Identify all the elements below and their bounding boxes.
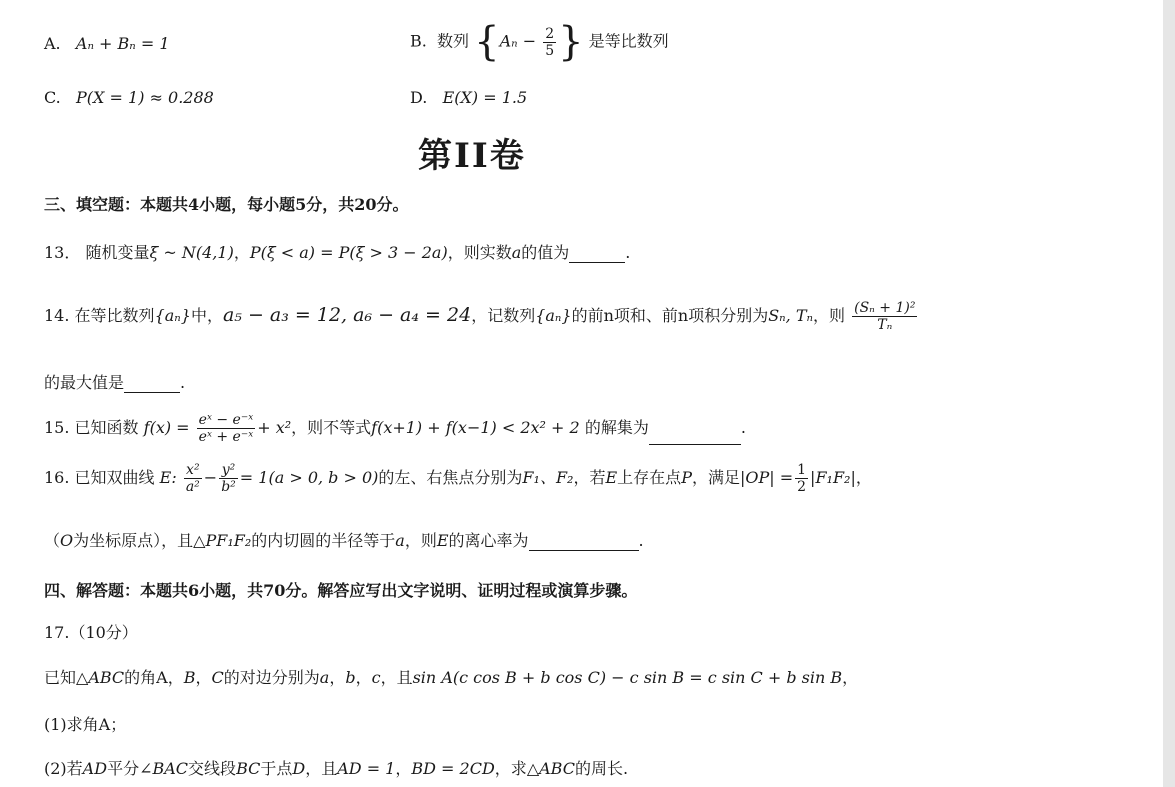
option-b-seq: Aₙ − xyxy=(499,31,542,51)
option-b-pre: 数列 xyxy=(437,31,470,51)
option-a xyxy=(44,34,170,53)
option-b-label: B. xyxy=(410,31,427,51)
question-16-line2: （O为坐标原点），且△PF₁F₂的内切圆的半径等于a，则E的离心率为 . xyxy=(44,531,644,550)
q16-fraction-x: $\frac{\text{x²}}{\text{a²}}$ xyxy=(185,462,200,495)
option-d-expr: E(X) = 1.5 xyxy=(442,88,528,107)
option-c-expr: P(X = 1) ≈ 0.288 xyxy=(76,88,214,107)
q14-answer-blank xyxy=(124,378,180,393)
option-c-label: C. xyxy=(44,88,61,107)
q15-number: 15. xyxy=(44,418,70,437)
question-17-header: 17.（10分） xyxy=(44,623,138,642)
option-b-fraction: $\frac{2}{5}$ xyxy=(545,25,555,59)
option-d xyxy=(410,88,527,107)
question-16: 16. 已知双曲线 E: $\frac{\text{x²}}{\text{a²}}$ − $\frac{\text{y²}}{\text{b²}}$ = 1(a > 0, b > 0)的左、右焦点分别为F₁、F₂，若E上存在点P，满足|OP| = $\frac{1}{2}$ |F₁F₂|， xyxy=(44,462,872,495)
q16-answer-blank xyxy=(529,536,639,551)
section-3-heading: 三、填空题：本题共4小题，每小题5分，共20分。 xyxy=(44,195,409,214)
option-b-post: 是等比数列 xyxy=(588,31,669,51)
question-14-line2: 的最大值是 . xyxy=(44,373,186,392)
question-15: 15. 已知函数 f(x) = $\frac{\text{eˣ − e⁻ˣ}}{\text{eˣ + e⁻ˣ}}$ + x²，则不等式f(x+1) + f(x−1) < 2x² + 2 的解集为 . xyxy=(44,412,746,445)
question-17-part-1: (1)求角A； xyxy=(44,715,127,734)
section-4-heading: 四、解答题：本题共6小题，共70分。解答应写出文字说明、证明过程或演算步骤。 xyxy=(44,581,638,600)
q14-fraction: $\frac{\text{(Sₙ + 1)²}}{\text{Tₙ}}$ xyxy=(854,300,916,333)
option-c xyxy=(44,88,214,107)
option-a-expr: Aₙ + Bₙ = 1 xyxy=(75,34,170,53)
q13-number: 13． xyxy=(44,243,81,262)
q13-answer-blank xyxy=(569,248,625,263)
question-14: 14. 在等比数列{aₙ}中，a₅ − a₃ = 12, a₆ − a₄ = 24，记数列{aₙ}的前n项和、前n项积分别为Sₙ, Tₙ，则 $\frac{\text{(Sₙ + 1)²}}{\text{Tₙ}}$ xyxy=(44,300,916,333)
q14-number: 14. xyxy=(44,306,70,325)
option-a-label: A. xyxy=(44,34,61,53)
q15-answer-blank xyxy=(649,430,741,445)
option-b: B. 数列 {Aₙ − $\frac{2}{5}$ } 是等比数列 xyxy=(410,19,669,65)
question-17-part-2: (2)若AD平分∠BAC交线段BC于点D，且AD = 1，BD = 2CD，求△ABC的周长. xyxy=(44,759,629,778)
q16-fraction-half: $\frac{1}{2}$ xyxy=(797,462,807,495)
page-edge-shadow xyxy=(1163,0,1175,787)
volume-title: 第II卷 xyxy=(418,136,526,176)
option-d-label: D. xyxy=(410,88,428,107)
question-13: 13． 随机变量ξ ~ N(4,1)，P(ξ < a) = P(ξ > 3 − 2a)，则实数a的值为 . xyxy=(44,243,631,262)
q16-fraction-y: $\frac{\text{y²}}{\text{b²}}$ xyxy=(221,462,236,495)
question-17-statement: 已知△ABC的角A，B，C的对边分别为a，b，c，且sin A(c cos B + b cos C) − c sin B = c sin C + b sin B， xyxy=(44,668,859,687)
q16-number: 16. xyxy=(44,468,70,487)
q15-fraction: $\frac{\text{eˣ − e⁻ˣ}}{\text{eˣ + e⁻ˣ}}$ xyxy=(198,412,254,445)
